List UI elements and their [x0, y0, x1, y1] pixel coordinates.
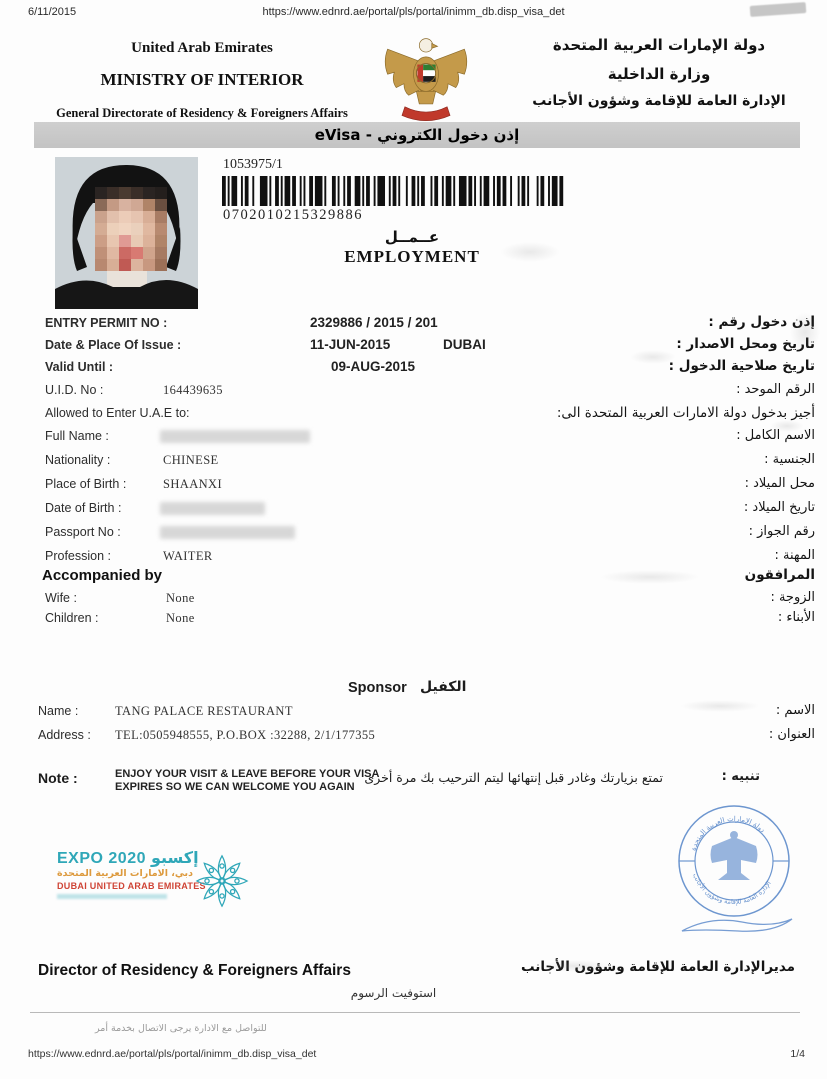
label-ar-date-of-birth: تاريخ الميلاد : — [743, 500, 815, 515]
label-profession: Profession : — [45, 549, 112, 563]
sponsor-heading: Sponsor — [348, 680, 407, 696]
expo-rosette-icon — [193, 850, 251, 912]
label-date-of-birth: Date of Birth : — [45, 501, 122, 515]
value-issue-place: DUBAI — [443, 337, 486, 352]
label-full-name: Full Name : — [45, 429, 109, 443]
country-name-ar: دولة الإمارات العربية المتحدة — [552, 36, 766, 54]
ministry-name-en: MINISTRY OF INTERIOR — [100, 70, 304, 89]
redacted-full-name — [160, 430, 310, 443]
note-line-2: EXPIRES SO WE CAN WELCOME YOU AGAIN — [115, 781, 355, 793]
value-wife: None — [166, 591, 195, 605]
label-ar-sponsor-address: العنوان : — [768, 727, 815, 742]
letterhead-arabic — [509, 36, 809, 109]
uae-coat-of-arms-icon — [378, 30, 474, 126]
print-date: 6/11/2015 — [28, 6, 77, 18]
scan-noise — [680, 700, 760, 712]
directorate-name-en: General Directorate of Residency & Foreigners Affairs — [56, 106, 348, 120]
note-text-english — [115, 768, 379, 794]
label-ar-sponsor-name: الاسم : — [775, 703, 815, 718]
expo-logo-subtitle-en: DUBAI UNITED ARAB EMIRATES — [57, 881, 206, 891]
visa-type-arabic: عــمــل — [384, 228, 440, 246]
value-uid-no: 164439635 — [163, 383, 223, 397]
label-ar-entry-permit-no: إذن دخول رقم : — [708, 314, 815, 330]
letterhead-english — [42, 40, 362, 121]
value-entry-permit-no: 2329886 / 2015 / 201 — [310, 315, 438, 330]
expo-logo-fineprint — [57, 894, 167, 899]
print-url-footer: https://www.ednrd.ae/portal/pls/portal/inimm_db.disp_visa_det — [28, 1048, 317, 1060]
label-ar-date-place-issue: تاريخ ومحل الاصدار : — [676, 336, 815, 352]
expo-logo-subtitle-ar: دبي، الامارات العربية المتحدة — [57, 868, 193, 879]
label-valid-until: Valid Until : — [45, 360, 114, 374]
fees-collected-note: استوفيت الرسوم — [350, 986, 437, 1000]
scan-noise — [600, 570, 700, 584]
redacted-date-of-birth — [160, 502, 265, 515]
value-valid-until: 09-AUG-2015 — [331, 359, 416, 374]
svg-text:الإدارة العامة للإقامة وشؤون ا: الإدارة العامة للإقامة وشؤون الأجانب — [691, 872, 773, 907]
note-label-ar: تنبيه : — [721, 769, 760, 784]
value-sponsor-name: TANG PALACE RESTAURANT — [115, 704, 293, 718]
label-ar-allowed-to-enter: أجيز بدخول دولة الامارات العربية المتحدة الى: — [556, 405, 815, 421]
label-ar-wife: الزوجة : — [770, 590, 815, 605]
label-entry-permit-no: ENTRY PERMIT NO : — [45, 316, 168, 330]
visa-type-english: EMPLOYMENT — [344, 247, 480, 266]
value-place-of-birth: SHAANXI — [163, 477, 223, 491]
accompanied-heading-ar: المرافقون — [744, 567, 815, 583]
director-title-ar: مديرالإدارة العامة للإقامة وشؤون الأجانب — [521, 959, 795, 975]
evisa-banner: إذن دخول الكتروني - eVisa — [34, 122, 800, 148]
label-children: Children : — [45, 611, 99, 625]
label-nationality: Nationality : — [45, 453, 111, 467]
label-ar-uid-no: الرقم الموحد : — [736, 382, 815, 397]
label-ar-full-name: الاسم الكامل : — [736, 428, 815, 443]
signature-stroke — [682, 919, 792, 931]
value-issue-date: 11-JUN-2015 — [310, 337, 391, 352]
accompanied-heading: Accompanied by — [42, 567, 163, 584]
note-label: Note : — [38, 770, 78, 786]
label-ar-passport-no: رقم الجواز : — [748, 524, 815, 539]
barcode-number: 0702010215329886 — [223, 207, 363, 223]
director-title-en: Director of Residency & Foreigners Affairs — [38, 962, 351, 979]
barcode-svg — [222, 176, 567, 206]
label-passport-no: Passport No : — [45, 525, 121, 539]
redacted-passport-no — [160, 526, 295, 539]
official-stamp — [672, 795, 804, 947]
print-url-header: https://www.ednrd.ae/portal/pls/portal/inimm_db.disp_visa_det — [262, 6, 565, 18]
value-children: None — [166, 611, 195, 625]
footer-divider — [30, 1012, 800, 1013]
label-ar-nationality: الجنسية : — [764, 452, 815, 467]
page-indicator: 1/4 — [790, 1048, 805, 1060]
file-number: 1053975/1 — [223, 157, 283, 172]
note-text-arabic: تمتع بزيارتك وغادر قبل إنتهائها ليتم الترحيب بك مرة أخرى — [364, 770, 663, 785]
label-ar-profession: المهنة : — [774, 548, 815, 563]
contact-note-ar: للتواصل مع الادارة يرجى الاتصال بخدمة أمر — [95, 1023, 267, 1034]
label-sponsor-address: Address : — [38, 728, 91, 742]
label-wife: Wife : — [45, 591, 77, 605]
label-date-place-issue: Date & Place Of Issue : — [45, 338, 182, 352]
expo-logo-title: EXPO 2020 إكسبو — [57, 850, 199, 867]
label-allowed-to-enter: Allowed to Enter U.A.E to: — [45, 406, 190, 420]
label-uid-no: U.I.D. No : — [45, 383, 104, 397]
value-sponsor-address: TEL:0505948555, P.O.BOX :32288, 2/1/177355 — [115, 728, 376, 742]
note-line-1: ENJOY YOUR VISIT & LEAVE BEFORE YOUR VISA — [115, 768, 380, 780]
label-sponsor-name: Name : — [38, 704, 79, 718]
directorate-name-ar: الإدارة العامة للإقامة وشؤون الأجانب — [532, 93, 786, 109]
value-profession: WAITER — [163, 549, 213, 563]
svg-text:دولة الإمارات العربية المتحدة: دولة الإمارات العربية المتحدة — [689, 814, 767, 852]
sponsor-heading-ar: الكفيل — [420, 679, 467, 695]
label-ar-children: الأبناء : — [777, 610, 815, 625]
label-ar-valid-until: تاريخ صلاحية الدخول : — [668, 358, 815, 374]
value-nationality: CHINESE — [163, 453, 219, 467]
ministry-name-ar: وزارة الداخلية — [607, 65, 711, 83]
applicant-photo — [55, 157, 198, 309]
country-name-en: United Arab Emirates — [131, 40, 273, 56]
label-place-of-birth: Place of Birth : — [45, 477, 127, 491]
label-ar-place-of-birth: محل الميلاد : — [744, 476, 815, 491]
